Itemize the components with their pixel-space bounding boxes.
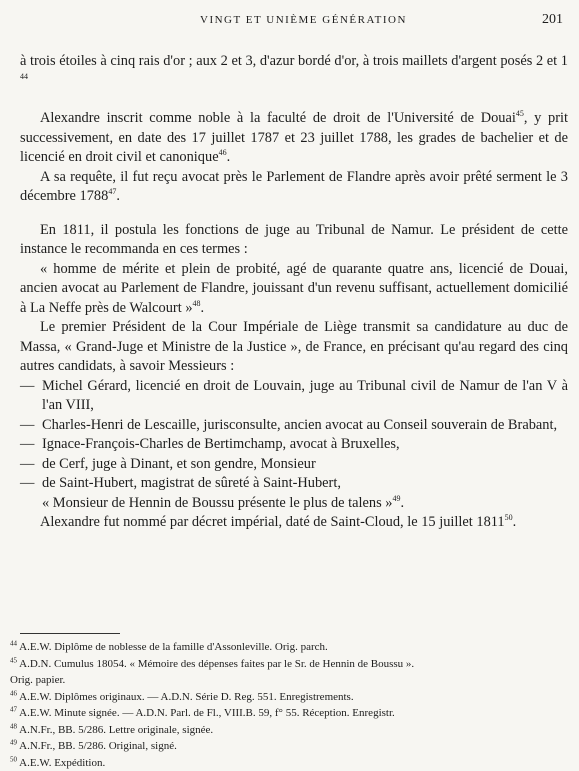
footnote-ref[interactable]: 47 xyxy=(108,187,116,196)
footnote-number: 46 xyxy=(10,689,17,697)
candidate-text: Michel Gérard, licencié en droit de Louvain, juge au Tribunal civil de Namur de l'an V à l'an VIII, xyxy=(42,378,568,414)
candidate-item xyxy=(20,455,568,475)
footnote-number: 48 xyxy=(10,722,17,730)
page-header xyxy=(0,12,579,32)
footnote-text: A.E.W. Diplôme de noblesse de la famille d'Assonleville. Orig. parch. xyxy=(19,641,328,653)
footnote xyxy=(10,738,570,755)
candidate-text: de Cerf, juge à Dinant, et son gendre, Monsieur xyxy=(42,456,316,472)
text-run: . xyxy=(401,495,405,511)
footnote xyxy=(10,689,570,706)
candidate-item xyxy=(20,435,568,455)
footnote-number: 45 xyxy=(10,656,17,664)
text-run: Alexandre inscrit comme noble à la faculté de droit de l'Université de Douai xyxy=(40,110,516,126)
footnote xyxy=(10,722,570,739)
candidate-item xyxy=(20,416,568,436)
arms-line-2: maillets d'argent posés 2 et 1 xyxy=(402,53,568,69)
text-run: . xyxy=(201,300,205,316)
text-run: Alexandre fut nommé par décret impérial, daté de Saint-Cloud, le 15 juillet 1811 xyxy=(40,514,505,530)
candidate-text: Charles-Henri de Lescaille, jurisconsulte, ancien avocat au Conseil souverain de Brabant, xyxy=(42,417,557,433)
text-run: « homme de mérite et plein de probité, agé de quarante quatre ans, licencié de Douai, ancien avocat au Parlement de Flandre, jouissant d'un revenu suffisant, actuellement domicilié à La Neffe près de Walcourt » xyxy=(20,261,568,316)
footnote-text: Orig. papier. xyxy=(10,674,65,686)
footnote-text: A.N.Fr., BB. 5/286. Lettre originale, signée. xyxy=(19,724,213,736)
paragraph-gap xyxy=(20,207,568,221)
candidate-text: de Saint-Hubert, magistrat de sûreté à Saint-Hubert, xyxy=(42,475,341,491)
footnotes xyxy=(10,639,570,771)
candidate-item xyxy=(20,474,568,494)
footnote xyxy=(10,705,570,722)
footnote-ref[interactable]: 46 xyxy=(219,148,227,157)
footnote-ref[interactable]: 49 xyxy=(393,494,401,503)
footnote-divider xyxy=(20,633,120,634)
footnote xyxy=(10,755,570,771)
footnote-ref[interactable]: 44 xyxy=(20,72,28,81)
paragraph-nomination xyxy=(20,513,568,533)
footnote-text: A.D.N. Cumulus 18054. « Mémoire des dépenses faites par le Sr. de Hennin de Boussu ». xyxy=(19,658,414,670)
footnote-text: A.E.W. Diplômes originaux. — A.D.N. Série D. Reg. 551. Enregistrements. xyxy=(19,691,353,703)
candidate-list xyxy=(20,377,568,494)
footnote-text: A.E.W. Minute signée. — A.D.N. Parl. de Fl., VIII.B. 59, f° 55. Réception. Enregistr. xyxy=(19,707,395,719)
arms-line-1: à trois étoiles à cinq rais d'or ; aux 2 et 3, d'azur bordé d'or, à trois xyxy=(20,53,398,69)
footnote-ref[interactable]: 48 xyxy=(193,299,201,308)
candidate-text: Ignace-François-Charles de Bertimchamp, avocat à Bruxelles, xyxy=(42,436,400,452)
footnote-number: 47 xyxy=(10,705,17,713)
footnote-text: A.E.W. Expédition. xyxy=(19,757,105,769)
paragraph-arms xyxy=(20,52,568,91)
page-number: 201 xyxy=(542,12,563,28)
dash: — xyxy=(20,474,34,494)
paragraph-1811: En 1811, il postula les fonctions de juge au Tribunal de Namur. Le président de cette instance le recommanda en ces termes : xyxy=(20,221,568,260)
dash: — xyxy=(20,435,34,455)
footnote-continuation xyxy=(10,672,570,689)
dash: — xyxy=(20,455,34,475)
footnote xyxy=(10,656,570,673)
paragraph-president: Le premier Président de la Cour Impériale de Liège transmit sa candidature au duc de Massa, « Grand-Juge et Ministre de la Justice », de France, en précisant qu'au regard des cinq autres candidats, à savoir Messieurs : xyxy=(20,318,568,377)
text-run: , y prit successivement, en date des 17 juillet 1787 et 23 juillet 1788, les grades de bachelier et de licencié en droit civil et canonique xyxy=(20,110,568,165)
candidate-item xyxy=(20,377,568,416)
body-text xyxy=(20,52,568,533)
footnote-ref[interactable]: 50 xyxy=(505,513,513,522)
footnote-number: 49 xyxy=(10,738,17,746)
footnote xyxy=(10,639,570,656)
paragraph-gap xyxy=(20,91,568,109)
paragraph-avocat xyxy=(20,168,568,207)
text-run: A sa requête, il fut reçu avocat près le Parlement de Flandre après avoir prêté serment le 3 décembre 1788 xyxy=(20,169,568,205)
footnote-ref[interactable]: 45 xyxy=(516,109,524,118)
paragraph-university xyxy=(20,109,568,168)
text-run: . xyxy=(227,149,231,165)
footnote-number: 50 xyxy=(10,755,17,763)
quote-talens xyxy=(20,494,568,514)
running-title: VINGT ET UNIÈME GÉNÉRATION xyxy=(200,14,407,26)
text-run: « Monsieur de Hennin de Boussu présente le plus de talens » xyxy=(42,495,393,511)
text-run: . xyxy=(116,188,120,204)
text-run: . xyxy=(513,514,517,530)
footnote-number: 44 xyxy=(10,639,17,647)
footnote-text: A.N.Fr., BB. 5/286. Original, signé. xyxy=(19,740,177,752)
dash: — xyxy=(20,377,34,397)
dash: — xyxy=(20,416,34,436)
quote-recommendation xyxy=(20,260,568,319)
